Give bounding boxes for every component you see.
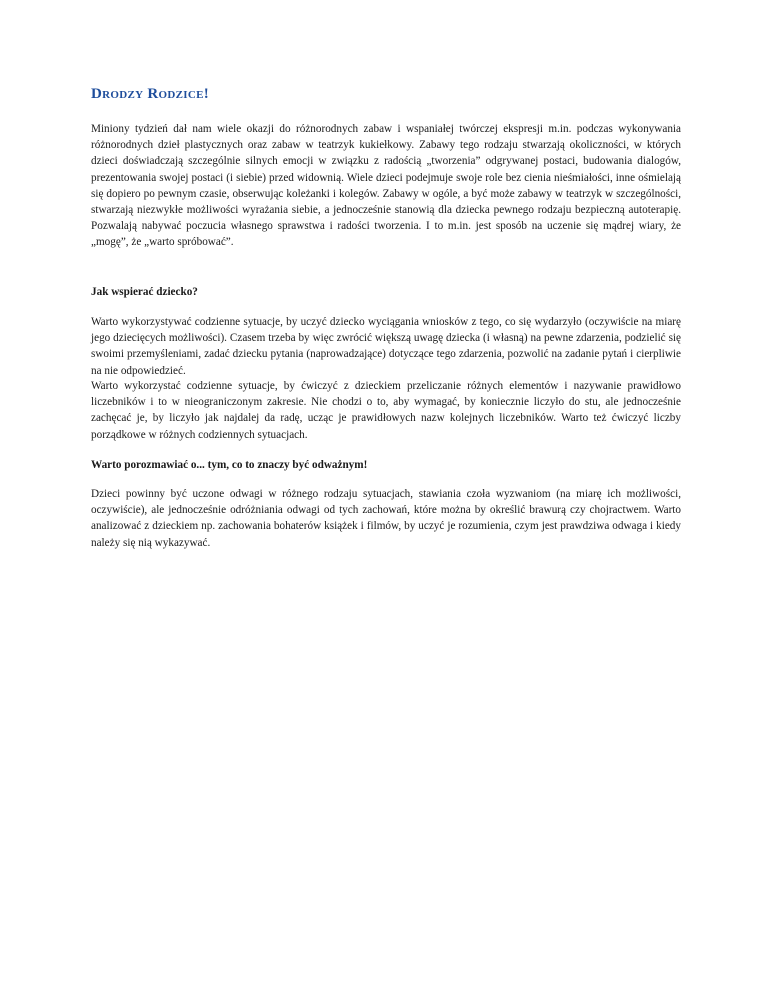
page-title: Drodzy Rodzice! xyxy=(91,86,210,102)
support-paragraph-2: Warto wykorzystać codzienne sytuacje, by ćwiczyć z dzieckiem przeliczanie różnych elementów i nazywanie prawidłowo liczebników i to w nieograniczonym zakresie. Nie chodzi o to, aby wymagać, by koniecznie liczyło do stu, ale jednocześnie zachęcać je, by liczyło jak najdalej da radę, ucząc je prawidłowych nazw kolejnych liczebników. Warto też ćwiczyć liczby porządkowe w różnych codziennych sytuacjach. xyxy=(91,380,681,441)
intro-paragraph: Miniony tydzień dał nam wiele okazji do różnorodnych zabaw i wspaniałej twórczej ekspresji m.in. podczas wykonywania różnorodnych dzieł plastycznych oraz zabaw w teatrzyk kukiełkowy. Zabawy tego rodzaju stwarzają okoliczności, w których dzieci doświadczają szczególnie silnych emocji w związku z radością „tworzenia” odgrywanej postaci, budowania dialogów, prezentowania swojej postaci (i siebie) przed widownią. Wiele dzieci podejmuje swoje role bez cienia nieśmiałości, inne ośmielają się dopiero po pewnym czasie, obserwując koleżanki i kolegów. Zabawy w ogóle, a być może zabawy w teatrzyk w szczególności, stwarzają niezwykłe możliwości wyrażania siebie, a jednocześnie stanowią dla dziecka pewnego rodzaju bezpieczną autoterapię. Pozwalają nabywać poczucia własnego sprawstwa i radości tworzenia. I to m.in. jest sposób na uczenie się mądrej wiary, że „mogę”, że „warto spróbować”. xyxy=(91,123,681,249)
courage-paragraph: Dzieci powinny być uczone odwagi w różnego rodzaju sytuacjach, stawiania czoła wyzwaniom (na miarę ich możliwości, oczywiście), ale jednocześnie odróżniania odwagi od tych zachowań, które można by określić brawurą czy chojractwem. Warto analizować z dzieckiem np. zachowania bohaterów książek i filmów, by uczyć je rozumienia, czym jest prawdziwa odwaga i kiedy należy się nią wykazywać. xyxy=(91,488,681,549)
support-paragraph-1: Warto wykorzystywać codzienne sytuacje, by uczyć dziecko wyciągania wniosków z tego, co się wydarzyło (oczywiście na miarę jego dziecięcych możliwości). Czasem trzeba by więc zwrócić większą uwagę dziecka (i własną) na pewne zdarzenia, podzielić się swoimi przemyśleniami, zadać dziecku pytania (naprowadzające) dotyczące tego zdarzenia, pozwolić na zadanie pytań i cierpliwie na nie odpowiedzieć. xyxy=(91,316,681,377)
section-heading-support: Jak wspierać dziecko? xyxy=(91,286,198,298)
section-heading-courage: Warto porozmawiać o... tym, co to znaczy być odważnym! xyxy=(91,459,368,471)
